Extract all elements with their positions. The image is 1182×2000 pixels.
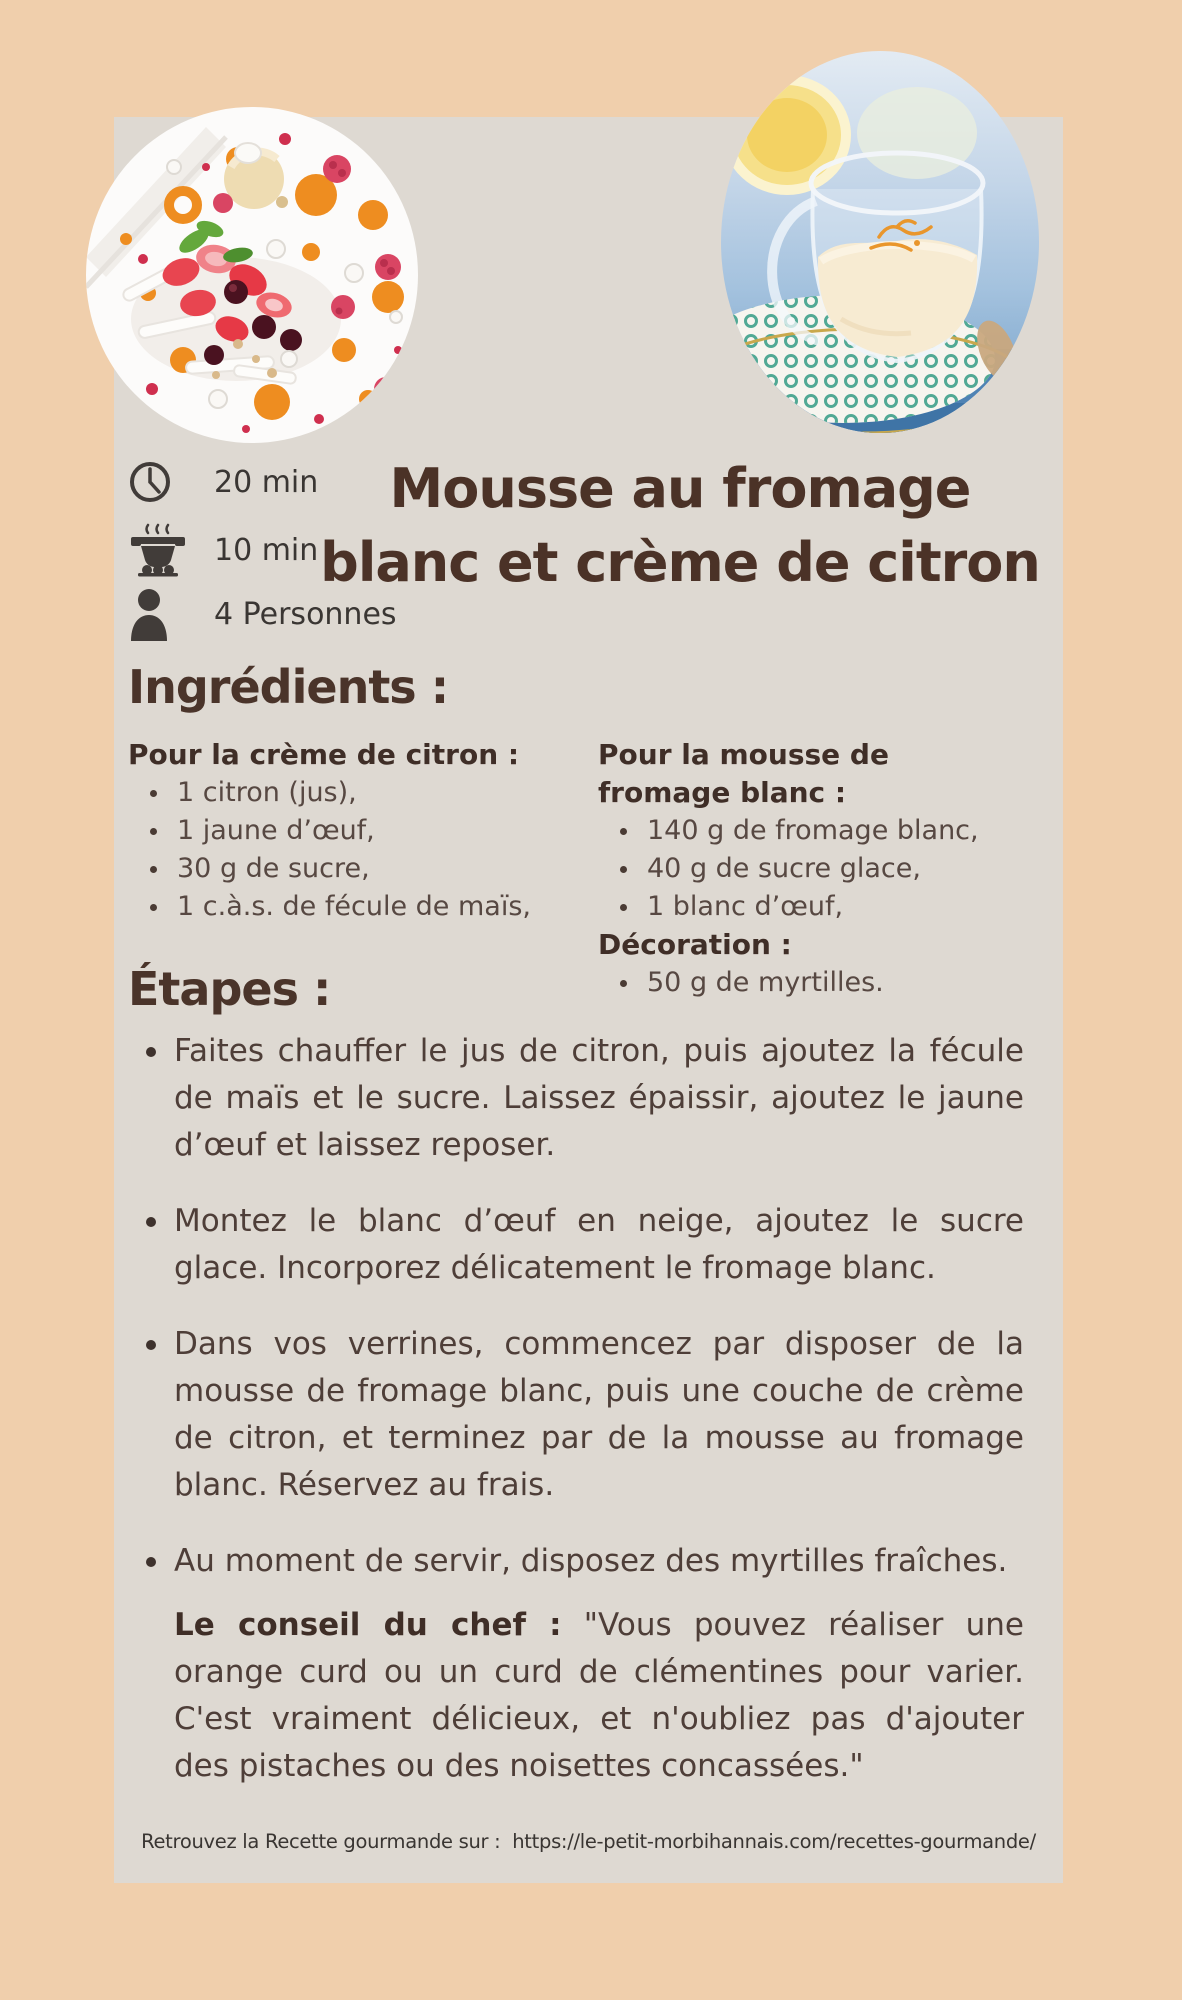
step-item: [146, 1538, 1024, 1585]
group-heading-cheese-mousse: Pour la mousse de fromage blanc :: [598, 738, 889, 809]
step-text: Dans vos verrines, commencez par disposer de la mousse de fromage blanc, puis une couche de crème de citron, et terminez par de la mousse au fromage blanc. Réservez au frais.: [174, 1326, 1024, 1503]
ingredient-text: 50 g de myrtilles.: [647, 967, 884, 998]
step-item: [146, 1028, 1024, 1169]
bullet-dot: [150, 828, 157, 835]
step-item: [146, 1198, 1024, 1292]
group-heading-decoration: Décoration :: [598, 928, 792, 961]
bullet-dot: [620, 828, 627, 835]
recipe-title: [320, 452, 1040, 600]
ingredient-item: [128, 888, 598, 926]
lemon-mousse-illustration: [721, 51, 1039, 433]
cook-time-row: [128, 522, 318, 578]
ingredient-item: [598, 888, 1028, 926]
step-text: Montez le blanc d’œuf en neige, ajoutez le sucre glace. Incorporez délicatement le fromage blanc.: [174, 1203, 1024, 1286]
ingredient-item: [128, 774, 598, 812]
ingredient-item: [598, 964, 1028, 1002]
chef-tip-label: Le conseil du chef :: [174, 1607, 562, 1643]
steps-heading: Étapes :: [128, 962, 331, 1016]
recipe-title-line-2: blanc et crème de citron: [320, 531, 1040, 594]
red-fruit-dessert-illustration: [86, 107, 418, 443]
ingredients-column-cheese-mousse: [598, 736, 1028, 1002]
chef-tip-text: "Vous pouvez réaliser une orange curd ou un curd de clémentines pour varier. C'est vraiment délicieux, et n'oubliez pas d'ajouter des pistaches ou des noisettes concassées.": [174, 1607, 1024, 1784]
bullet-dot: [146, 1557, 156, 1567]
ingredient-text: 1 citron (jus),: [177, 777, 357, 808]
ingredient-text: 40 g de sucre glace,: [647, 853, 921, 884]
person-icon: [128, 587, 190, 641]
footer-source-line: Retrouvez la Recette gourmande sur : https://le-petit-morbihannais.com/recettes-gourmande/: [141, 1830, 1036, 1853]
bullet-dot: [150, 904, 157, 911]
ingredient-text: 1 jaune d’œuf,: [177, 815, 375, 846]
bullet-dot: [150, 790, 157, 797]
servings-label: 4 Personnes: [214, 596, 397, 632]
bullet-dot: [620, 904, 627, 911]
step-text: Faites chauffer le jus de citron, puis ajoutez la fécule de maïs et le sucre. Laissez épaissir, ajoutez le jaune d’œuf et laissez reposer.: [174, 1033, 1024, 1163]
ingredient-text: 1 blanc d’œuf,: [647, 891, 844, 922]
steps-list: [146, 1028, 1024, 1614]
chef-tip: [174, 1602, 1024, 1790]
ingredient-text: 30 g de sucre,: [177, 853, 370, 884]
bullet-dot: [146, 1047, 156, 1057]
bullet-dot: [150, 866, 157, 873]
bullet-dot: [146, 1217, 156, 1227]
lemon-mousse-photo: [721, 51, 1039, 433]
prep-time-label: 20 min: [214, 464, 319, 500]
red-fruit-dessert-photo: [86, 107, 418, 443]
ingredient-item: [128, 812, 598, 850]
clock-icon: [128, 460, 190, 504]
pot-icon: [128, 523, 190, 577]
ingredient-item: [598, 812, 1028, 850]
bullet-dot: [620, 980, 627, 987]
ingredient-text: 140 g de fromage blanc,: [647, 815, 979, 846]
bullet-dot: [620, 866, 627, 873]
prep-time-row: [128, 458, 318, 506]
step-item: [146, 1321, 1024, 1509]
recipe-title-line-1: Mousse au fromage: [389, 457, 971, 520]
group-heading-lemon-cream: Pour la crème de citron :: [128, 738, 520, 771]
ingredient-text: 1 c.à.s. de fécule de maïs,: [177, 891, 531, 922]
ingredients-heading: Ingrédients :: [128, 660, 449, 714]
cook-time-label: 10 min: [214, 532, 319, 568]
ingredient-item: [598, 850, 1028, 888]
bullet-dot: [146, 1340, 156, 1350]
ingredient-item: [128, 850, 598, 888]
step-text: Au moment de servir, disposez des myrtilles fraîches.: [174, 1543, 1008, 1579]
